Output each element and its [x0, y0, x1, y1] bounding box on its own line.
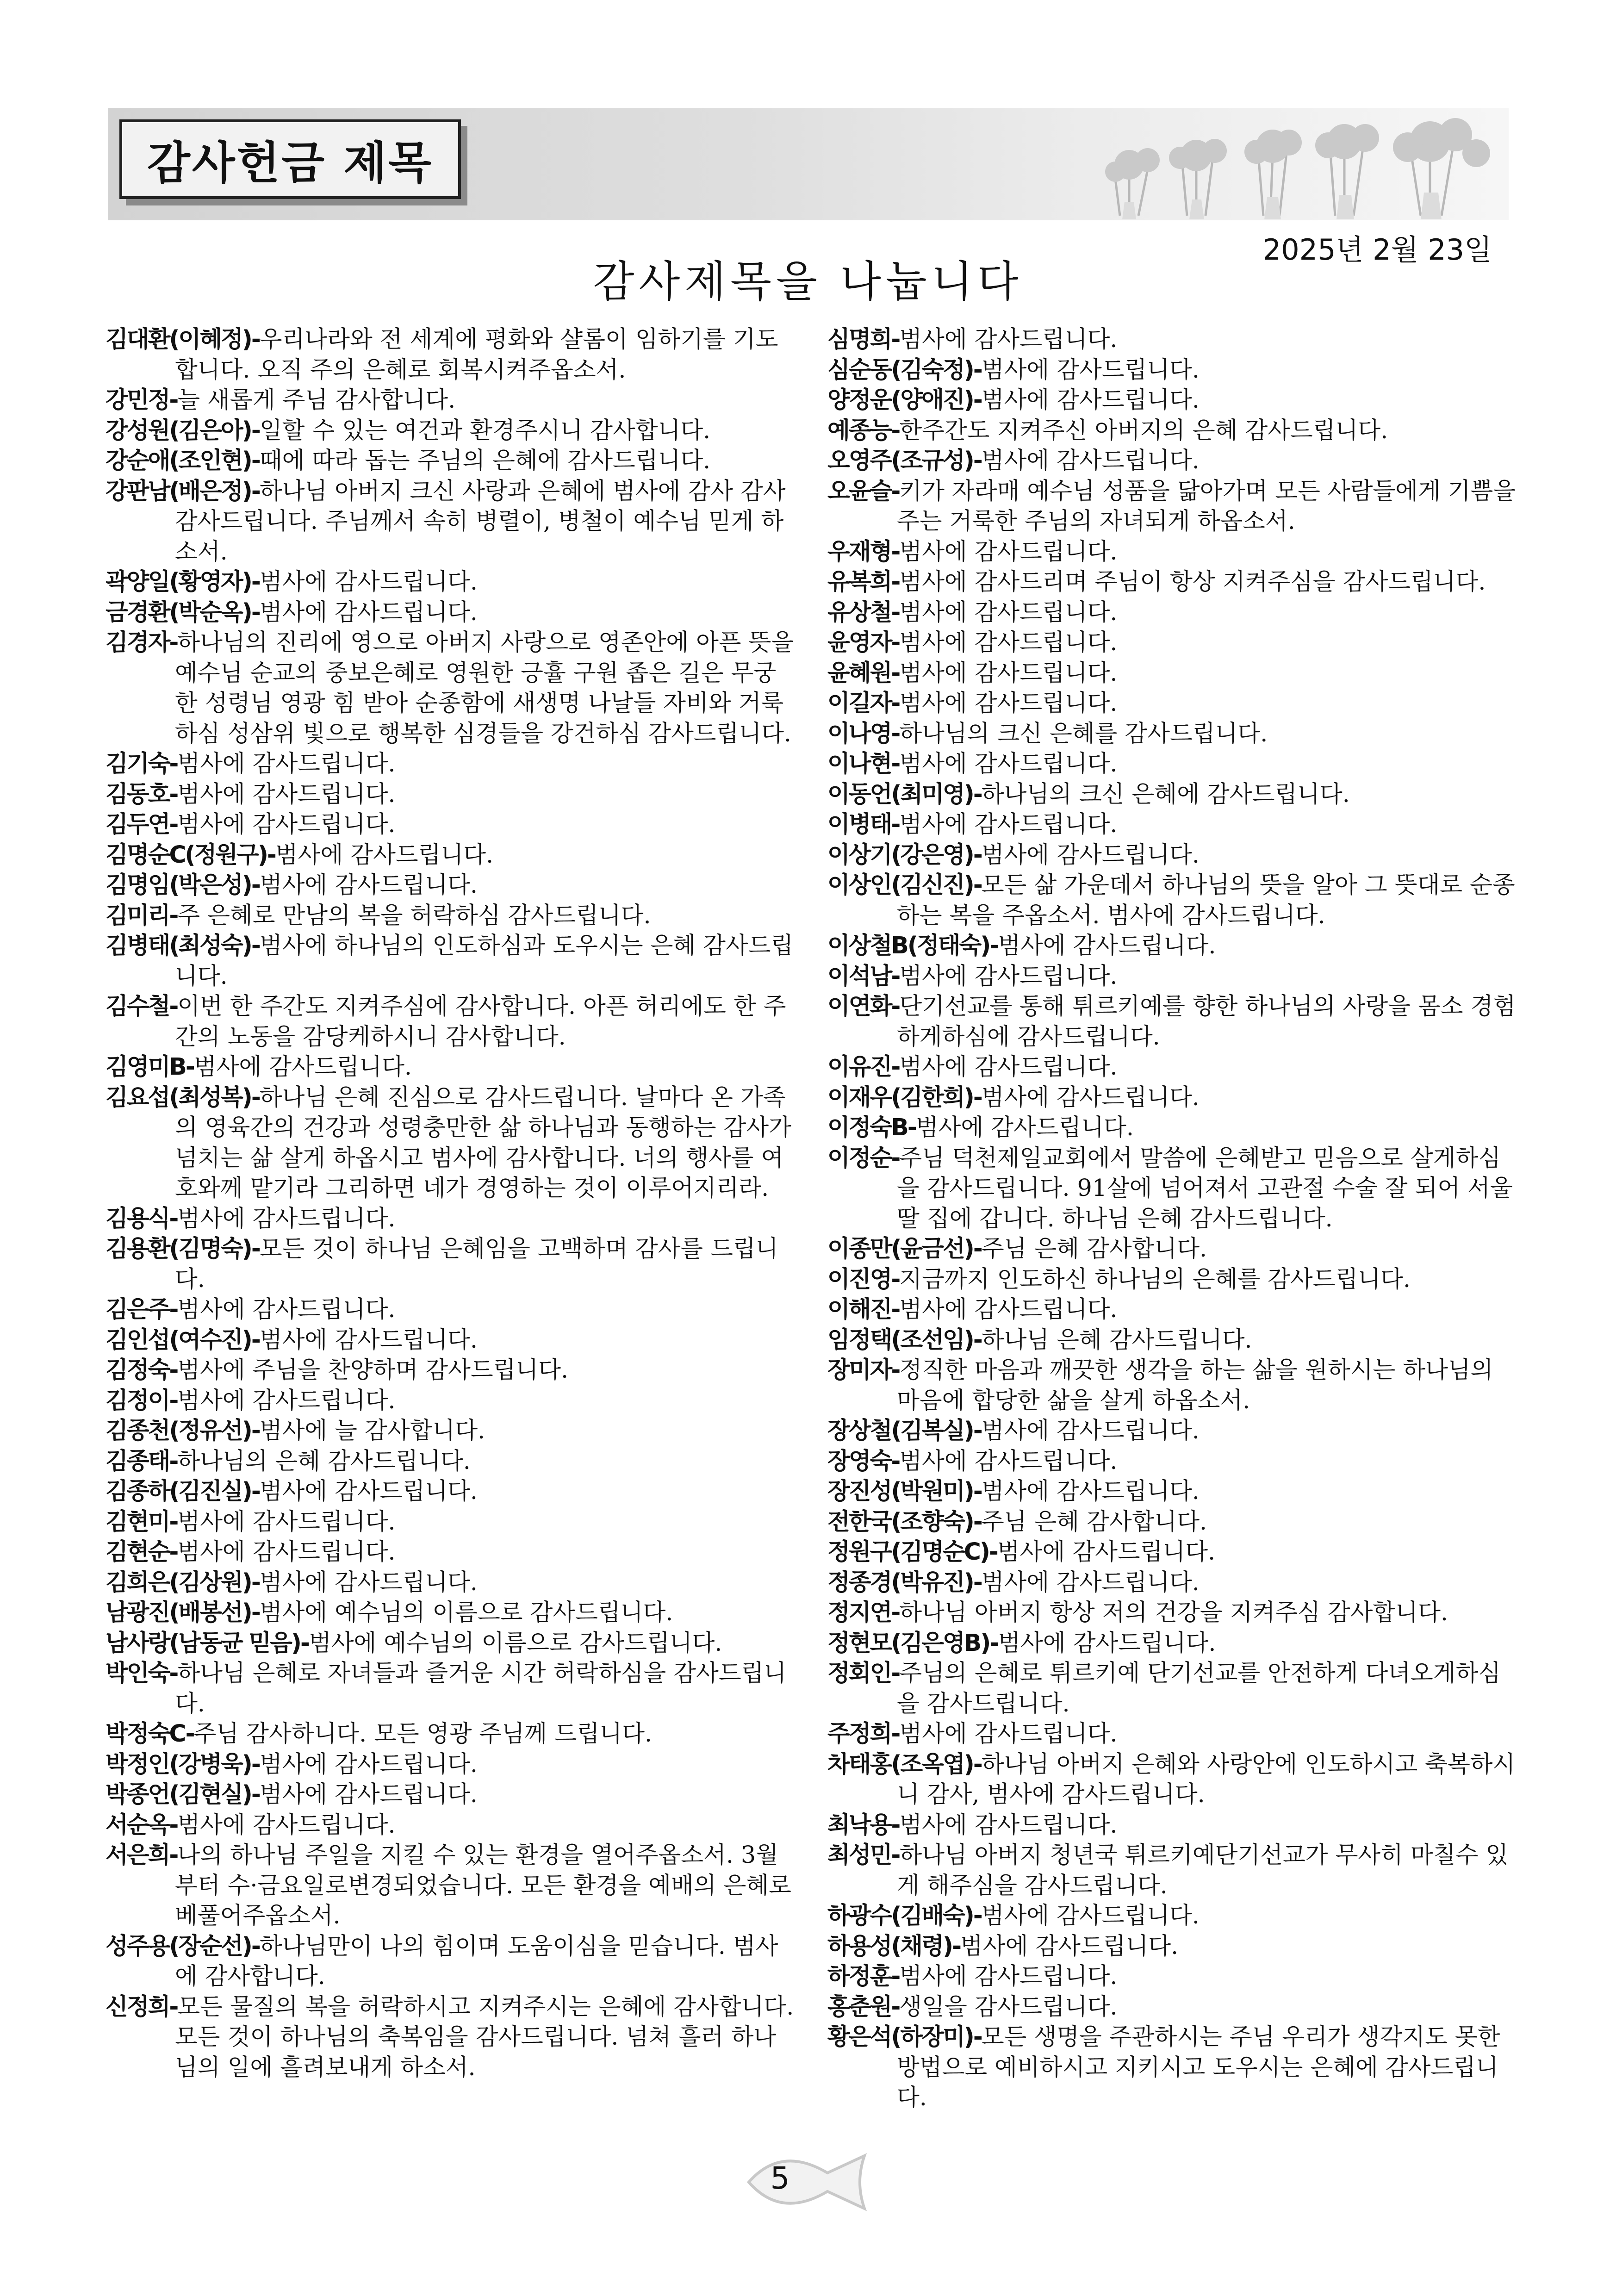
entry-name: 전한국(조향숙)- [827, 1507, 982, 1535]
entry-text: 범사에 감사드립니다. [981, 1568, 1200, 1596]
left-column [106, 324, 795, 2082]
prayer-entry [827, 536, 1517, 567]
entry-text: 범사에 감사드립니다. [981, 840, 1200, 868]
prayer-entry [827, 1052, 1517, 1082]
entry-text: 범사에 감사드립니다. [981, 1417, 1200, 1444]
entry-name: 이상철B(정태숙)- [827, 932, 998, 959]
prayer-entry [827, 1597, 1517, 1628]
entry-text: 하나님 아버지 청년국 튀르키예단기선교가 무사히 마칠수 있게 해주심을 감사드립니다. [897, 1841, 1509, 1899]
prayer-entry [827, 1840, 1517, 1900]
entry-name: 이연화- [827, 992, 900, 1020]
prayer-entry [827, 1112, 1517, 1143]
entry-name: 주정희- [827, 1720, 900, 1747]
entry-text: 하나님 은혜로 자녀들과 즐거운 시간 허락하심을 감사드립니다. [175, 1659, 787, 1717]
entry-text: 범사에 감사드립니다. [899, 537, 1118, 565]
prayer-entry [106, 1718, 795, 1749]
entry-text: 범사에 감사드립니다. [899, 1811, 1118, 1838]
prayer-entry [827, 415, 1517, 446]
entry-name: 성주용(장순선)- [106, 1932, 260, 1960]
entry-text: 모든 삶 가운데서 하나님의 뜻을 알아 그 뜻대로 순종하는 복을 주옵소서. 범사에 감사드립니다. [897, 871, 1515, 929]
prayer-entry [827, 1718, 1517, 1749]
entry-text: 범사에 감사드립니다. [899, 750, 1118, 777]
entry-name: 서순옥- [106, 1811, 178, 1838]
prayer-entry [827, 1749, 1517, 1810]
entry-text: 늘 새롭게 주님 감사합니다. [177, 386, 456, 413]
entry-text: 주님 은혜 감사합니다. [981, 1507, 1207, 1535]
entry-name: 이병태- [827, 810, 900, 838]
entry-text: 때에 따라 돕는 주님의 은혜에 감사드립니다. [259, 447, 711, 474]
entry-name: 하용성(채령)- [827, 1932, 961, 1960]
prayer-entry [827, 1900, 1517, 1931]
entry-name: 장영숙- [827, 1447, 900, 1475]
entry-text: 범사에 감사드립니다. [981, 386, 1200, 413]
prayer-entry [106, 1446, 795, 1476]
entry-text: 범사에 감사드립니다. [259, 598, 478, 626]
entry-name: 유상철- [827, 598, 900, 626]
entry-text: 범사에 감사드립니다. [259, 871, 478, 898]
prayer-entry [106, 445, 795, 476]
entry-text: 하나님만이 나의 힘이며 도움이심을 믿습니다. 범사에 감사합니다. [175, 1932, 778, 1990]
entry-text: 하나님의 크신 은혜에 감사드립니다. [981, 780, 1350, 808]
prayer-entry [106, 1355, 795, 1385]
entry-text: 생일을 감사드립니다. [899, 1992, 1118, 2020]
entry-text: 범사에 감사드립니다. [981, 1902, 1200, 1929]
entry-text: 범사에 늘 감사합니다. [259, 1417, 485, 1444]
prayer-entry [106, 597, 795, 628]
entry-name: 양정운(양애진)- [827, 386, 982, 413]
entry-text: 범사에 감사드립니다. [899, 1720, 1118, 1747]
page-number: 5 [770, 2160, 790, 2196]
prayer-entry [827, 840, 1517, 870]
prayer-entry [106, 748, 795, 779]
prayer-entry [827, 718, 1517, 749]
entry-name: 김두연- [106, 810, 178, 838]
entry-name: 이동언(최미영)- [827, 780, 982, 808]
entry-text: 범사에 감사드립니다. [177, 810, 396, 838]
entry-text: 주님 은혜 감사합니다. [981, 1235, 1207, 1262]
entry-text: 범사에 감사드립니다. [899, 598, 1118, 626]
entry-name: 심명희- [827, 325, 900, 353]
prayer-entry [106, 840, 795, 870]
entry-text: 모든 생명을 주관하시는 주님 우리가 생각지도 못한 방법으로 예비하시고 지키시고 도우시는 은혜에 감사드립니다. [897, 2023, 1500, 2111]
entry-name: 강순애(조인현)- [106, 447, 260, 474]
prayer-entry [106, 1385, 795, 1416]
entry-name: 황은석(하장미)- [827, 2023, 982, 2050]
entry-text: 범사에 감사드립니다. [275, 840, 494, 868]
right-column [827, 324, 1517, 2113]
entry-text: 하나님 아버지 항상 저의 건강을 지켜주심 감사합니다. [899, 1599, 1448, 1626]
entry-text: 범사에 감사드립니다. [899, 325, 1118, 353]
flower-vases-illustration [1097, 109, 1509, 219]
entry-name: 임정택(조선임)- [827, 1325, 982, 1353]
prayer-entry [106, 1052, 795, 1082]
entry-name: 차태홍(조옥엽)- [827, 1750, 982, 1778]
entry-text: 범사에 감사드립니다. [960, 1932, 1179, 1960]
entry-text: 정직한 마음과 깨끗한 생각을 하는 삶을 원하시는 하나님의 마음에 합당한 삶을 살게 하옵소서. [897, 1356, 1493, 1414]
entry-text: 하나님 은혜 감사드립니다. [981, 1325, 1252, 1353]
prayer-entry [827, 597, 1517, 628]
entry-name: 김용식- [106, 1204, 178, 1232]
entry-text: 범사에 감사드립니다. [899, 1053, 1118, 1080]
entry-name: 김명순C(정원구)- [106, 840, 275, 868]
entry-name: 최낙용- [827, 1811, 900, 1838]
entry-name: 유복희- [827, 568, 900, 595]
prayer-entry [827, 1537, 1517, 1567]
prayer-entry [827, 1355, 1517, 1415]
page-number-badge [740, 2147, 878, 2217]
entry-name: 금경환(박순옥)- [106, 598, 260, 626]
entry-text: 범사에 감사드립니다. [177, 1811, 396, 1838]
entry-text: 범사에 감사드립니다. [177, 1538, 396, 1565]
entry-text: 하나님 아버지 은혜와 사랑안에 인도하시고 축복하시니 감사, 범사에 감사드립니다. [897, 1750, 1516, 1808]
prayer-entry [106, 779, 795, 809]
prayer-entry [106, 1203, 795, 1234]
prayer-entry [827, 1658, 1517, 1718]
entry-text: 범사에 감사드립니다. [899, 1962, 1118, 1990]
entry-text: 나의 하나님 주일을 지킬 수 있는 환경을 열어주옵소서. 3월부터 수·금요일로변경되었습니다. 모든 환경을 예배의 은혜로 베풀어주옵소서. [175, 1841, 791, 1929]
entry-name: 곽양일(황영자)- [106, 568, 260, 595]
prayer-entry [827, 1476, 1517, 1506]
prayer-entry [827, 1961, 1517, 1991]
entry-name: 김수철- [106, 992, 178, 1020]
entry-text: 범사에 감사드립니다. [259, 1325, 478, 1353]
prayer-entry [106, 627, 795, 748]
entry-name: 김정이- [106, 1386, 178, 1414]
entry-name: 정회인- [827, 1659, 900, 1686]
date: 2025년 2월 23일 [1262, 233, 1492, 267]
prayer-entry [827, 1082, 1517, 1113]
entry-text: 범사에 감사드립니다. [177, 1295, 396, 1323]
prayer-entry [106, 991, 795, 1052]
entry-text: 하나님의 크신 은혜를 감사드립니다. [899, 719, 1268, 747]
prayer-entry [827, 1446, 1517, 1476]
entry-name: 박정숙C- [106, 1720, 194, 1747]
prayer-entry [106, 1991, 795, 2083]
prayer-entry [106, 1628, 795, 1658]
prayer-entry [106, 1415, 795, 1446]
prayer-entry [106, 870, 795, 900]
entry-text: 범사에 감사드립니다. [915, 1114, 1134, 1141]
entry-name: 박인숙- [106, 1659, 178, 1686]
entry-text: 범사에 감사드립니다. [981, 1477, 1200, 1505]
entry-name: 강판남(배은정)- [106, 477, 260, 504]
entry-name: 김희은(김상원)- [106, 1568, 260, 1596]
entry-name: 서은희- [106, 1841, 178, 1868]
entry-name: 하정훈- [827, 1962, 900, 1990]
entry-name: 이상인(김신진)- [827, 871, 982, 898]
entry-text: 범사에 감사드립니다. [899, 1295, 1118, 1323]
entry-name: 장진성(박원미)- [827, 1477, 982, 1505]
entry-name: 김경자- [106, 628, 178, 656]
prayer-entry [827, 2022, 1517, 2113]
entry-name: 이해진- [827, 1295, 900, 1323]
entry-text: 범사에 예수님의 이름으로 감사드립니다. [308, 1629, 722, 1656]
entry-name: 홍춘원- [827, 1992, 900, 2020]
entry-name: 강민정- [106, 386, 178, 413]
prayer-entry [827, 355, 1517, 385]
prayer-entry [827, 930, 1517, 961]
entry-text: 범사에 감사드립니다. [259, 1477, 478, 1505]
entry-text: 일할 수 있는 여건과 환경주시니 감사합니다. [259, 416, 711, 444]
entry-name: 김대환(이혜정)- [106, 325, 260, 353]
entry-name: 남광진(배봉선)- [106, 1599, 260, 1626]
prayer-entry [827, 566, 1517, 597]
entry-text: 주님 덕천제일교회에서 말씀에 은혜받고 믿음으로 살게하심을 감사드립니다. 91살에 넘어져서 고관절 수술 잘 되어 서울 딸 집에 갑니다. 하나님 은혜 감사드립니다. [897, 1144, 1513, 1232]
entry-text: 범사에 감사드립니다. [998, 932, 1216, 959]
entry-text: 이번 한 주간도 지켜주심에 감사합니다. 아픈 허리에도 한 주간의 노동을 감당케하시니 감사합니다. [175, 992, 786, 1050]
prayer-entry [106, 1294, 795, 1325]
prayer-entry [827, 1233, 1517, 1264]
entry-name: 김기숙- [106, 750, 178, 777]
entry-text: 범사에 예수님의 이름으로 감사드립니다. [259, 1599, 673, 1626]
entry-text: 하나님 은혜 진심으로 감사드립니다. 날마다 온 가족의 영육간의 건강과 성령충만한 삶 하나님과 동행하는 감사가 넘치는 삶 살게 하옵시고 범사에 감사합니다. 너의 행사를 여호와께 맡기라 그리하면 네가 경영하는 것이 이루어지리라. [175, 1083, 791, 1201]
prayer-entry [106, 900, 795, 931]
entry-name: 심순동(김숙정)- [827, 355, 982, 383]
prayer-entry [827, 961, 1517, 991]
entry-text: 하나님의 진리에 영으로 아버지 사랑으로 영존안에 아픈 뜻을 예수님 순교의 중보은혜로 영원한 긍휼 구원 좁은 길은 무궁한 성령님 영광 힘 받아 순종함에 새생명 나날들 자비와 거룩하심 성삼위 빛으로 행복한 심경들을 강건하심 감사드립니다. [175, 628, 794, 747]
entry-name: 김미리- [106, 901, 178, 929]
prayer-entry [106, 566, 795, 597]
prayer-entry [106, 1597, 795, 1628]
entry-name: 최성민- [827, 1841, 900, 1868]
prayer-entry [827, 1567, 1517, 1598]
entry-text: 모든 물질의 복을 허락하시고 지켜주시는 은혜에 감사합니다. 모든 것이 하나님의 축복임을 감사드립니다. 넘쳐 흘러 하나님의 일에 흘려보내게 하소서. [175, 1992, 794, 2081]
entry-name: 윤영자- [827, 628, 900, 656]
prayer-entry [106, 476, 795, 567]
prayer-entry [827, 1628, 1517, 1658]
prayer-entry [106, 1749, 795, 1780]
entry-text: 범사에 감사드립니다. [259, 1780, 478, 1808]
entry-text: 범사에 감사드립니다. [899, 659, 1118, 686]
prayer-entry [106, 1567, 795, 1598]
entry-text: 범사에 감사드립니다. [899, 689, 1118, 716]
entry-name: 정원구(김명순C)- [827, 1538, 997, 1565]
prayer-entry [106, 1082, 795, 1203]
entry-name: 김은주- [106, 1295, 178, 1323]
entry-name: 정현모(김은영B)- [827, 1629, 998, 1656]
prayer-entry [106, 1506, 795, 1537]
entry-name: 김정숙- [106, 1356, 178, 1383]
entry-name: 우재형- [827, 537, 900, 565]
entry-text: 한주간도 지켜주신 아버지의 은혜 감사드립니다. [899, 416, 1388, 444]
entry-text: 범사에 감사드립니다. [177, 780, 396, 808]
entry-name: 이진영- [827, 1265, 900, 1293]
entry-name: 예종능- [827, 416, 900, 444]
prayer-entry [827, 476, 1517, 536]
prayer-entry [827, 1931, 1517, 1961]
entry-text: 범사에 감사드립니다. [997, 1538, 1216, 1565]
entry-name: 이길자- [827, 689, 900, 716]
entry-name: 이종만(윤금선)- [827, 1235, 982, 1262]
entry-text: 범사에 감사드립니다. [177, 1204, 396, 1232]
prayer-entry [827, 1810, 1517, 1840]
prayer-entry [827, 870, 1517, 930]
entry-text: 범사에 감사드립니다. [981, 1083, 1200, 1111]
entry-text: 범사에 감사드립니다. [193, 1053, 412, 1080]
prayer-entry [827, 1415, 1517, 1446]
entry-text: 지금까지 인도하신 하나님의 은혜를 감사드립니다. [899, 1265, 1411, 1293]
entry-name: 김영미B- [106, 1053, 194, 1080]
entry-name: 이유진- [827, 1053, 900, 1080]
entry-text: 범사에 감사드립니다. [177, 1386, 396, 1414]
entry-text: 범사에 감사드립니다. [259, 568, 478, 595]
entry-name: 김현순- [106, 1538, 178, 1565]
entry-name: 김요섭(최성복)- [106, 1083, 260, 1111]
prayer-entry [827, 324, 1517, 355]
entry-name: 이정숙B- [827, 1114, 916, 1141]
entry-text: 하나님의 은혜 감사드립니다. [177, 1447, 471, 1475]
entry-text: 단기선교를 통해 튀르키예를 향한 하나님의 사랑을 몸소 경험하게하심에 감사드립니다. [897, 992, 1516, 1050]
prayer-entry [106, 385, 795, 415]
entry-text: 범사에 감사드립니다. [899, 810, 1118, 838]
entry-text: 범사에 감사드립니다. [899, 1447, 1118, 1475]
entry-text: 범사에 하나님의 인도하심과 도우시는 은혜 감사드립니다. [175, 932, 794, 989]
entry-text: 키가 자라매 예수님 성품을 닮아가며 모든 사람들에게 기쁨을 주는 거룩한 주님의 자녀되게 하옵소서. [897, 477, 1516, 535]
entry-text: 하나님 아버지 크신 사랑과 은혜에 범사에 감사 감사 감사드립니다. 주님께서 속히 병렬이, 병철이 예수님 믿게 하소서. [175, 477, 786, 565]
prayer-entry [106, 1840, 795, 1931]
entry-name: 박정인(강병욱)- [106, 1750, 260, 1778]
entry-name: 김동호- [106, 780, 178, 808]
prayer-entry [106, 1476, 795, 1506]
heading: 감사제목을 나눕니다 [593, 257, 1023, 306]
entry-name: 윤혜원- [827, 659, 900, 686]
entry-text: 모든 것이 하나님 은혜임을 고백하며 감사를 드립니다. [175, 1235, 778, 1293]
prayer-entry [106, 1658, 795, 1718]
prayer-entry [827, 385, 1517, 415]
prayer-entry [827, 1143, 1517, 1234]
prayer-entry [827, 1991, 1517, 2022]
prayer-entry [827, 748, 1517, 779]
entry-name: 이정순- [827, 1144, 900, 1171]
prayer-entry [106, 809, 795, 840]
entry-text: 범사에 감사드립니다. [981, 447, 1200, 474]
entry-text: 범사에 감사드립니다. [177, 750, 396, 777]
entry-name: 이상기(강은영)- [827, 840, 982, 868]
entry-name: 남사랑(남동균 믿음)- [106, 1629, 309, 1656]
entry-name: 정종경(박유진)- [827, 1568, 982, 1596]
entry-text: 주 은혜로 만남의 복을 허락하심 감사드립니다. [177, 901, 651, 929]
entry-name: 강성원(김은아)- [106, 416, 260, 444]
entry-text: 범사에 감사드립니다. [981, 355, 1200, 383]
entry-name: 김현미- [106, 1507, 178, 1535]
prayer-entry [106, 930, 795, 991]
prayer-entry [106, 1537, 795, 1567]
entry-text: 범사에 감사드리며 주님이 항상 지켜주심을 감사드립니다. [899, 568, 1486, 595]
entry-name: 김종태- [106, 1447, 178, 1475]
entry-name: 정지연- [827, 1599, 900, 1626]
prayer-entry [827, 658, 1517, 688]
prayer-entry [827, 1506, 1517, 1537]
prayer-entry [827, 688, 1517, 718]
entry-text: 범사에 감사드립니다. [259, 1568, 478, 1596]
prayer-entry [106, 415, 795, 446]
entry-text: 주님의 은혜로 튀르키예 단기선교를 안전하게 다녀오게하심을 감사드립니다. [897, 1659, 1501, 1717]
prayer-entry [106, 324, 795, 385]
prayer-entry [827, 809, 1517, 840]
prayer-entry [106, 1233, 795, 1294]
entry-name: 김용환(김명숙)- [106, 1235, 260, 1262]
entry-name: 김종하(김진실)- [106, 1477, 260, 1505]
entry-name: 이나현- [827, 750, 900, 777]
entry-name: 장상철(김복실)- [827, 1417, 982, 1444]
entry-name: 오윤슬- [827, 477, 900, 504]
prayer-entry [106, 1931, 795, 1991]
entry-name: 박종언(김현실)- [106, 1780, 260, 1808]
entry-text: 범사에 주님을 찬양하며 감사드립니다. [177, 1356, 569, 1383]
prayer-entry [827, 445, 1517, 476]
entry-text: 우리나라와 전 세계에 평화와 샬롬이 임하기를 기도합니다. 오직 주의 은혜로 회복시켜주옵소서. [175, 325, 778, 383]
entry-name: 이나영- [827, 719, 900, 747]
prayer-entry [827, 779, 1517, 809]
entry-text: 범사에 감사드립니다. [998, 1629, 1216, 1656]
entry-text: 범사에 감사드립니다. [899, 628, 1118, 656]
prayer-entry [827, 627, 1517, 658]
section-title: 감사헌금 제목 [119, 119, 461, 199]
prayer-entry [827, 1325, 1517, 1355]
entry-text: 범사에 감사드립니다. [899, 962, 1118, 989]
prayer-entry [106, 1810, 795, 1840]
prayer-entry [827, 1294, 1517, 1325]
entry-name: 이석남- [827, 962, 900, 989]
entry-text: 범사에 감사드립니다. [177, 1507, 396, 1535]
entry-name: 이재우(김한희)- [827, 1083, 982, 1111]
entry-text: 범사에 감사드립니다. [259, 1750, 478, 1778]
entry-name: 하광수(김배숙)- [827, 1902, 982, 1929]
prayer-entry [106, 1325, 795, 1355]
entry-name: 신정희- [106, 1992, 178, 2020]
prayer-entry [106, 1779, 795, 1810]
entry-text: 주님 감사하니다. 모든 영광 주님께 드립니다. [193, 1720, 652, 1747]
entry-name: 김인섭(여수진)- [106, 1325, 260, 1353]
entry-name: 장미자- [827, 1356, 900, 1383]
prayer-entry [827, 991, 1517, 1052]
entry-name: 김종천(정유선)- [106, 1417, 260, 1444]
entry-name: 오영주(조규성)- [827, 447, 982, 474]
entry-name: 김병태(최성숙)- [106, 932, 260, 959]
prayer-entry [827, 1264, 1517, 1294]
entry-name: 김명임(박은성)- [106, 871, 260, 898]
